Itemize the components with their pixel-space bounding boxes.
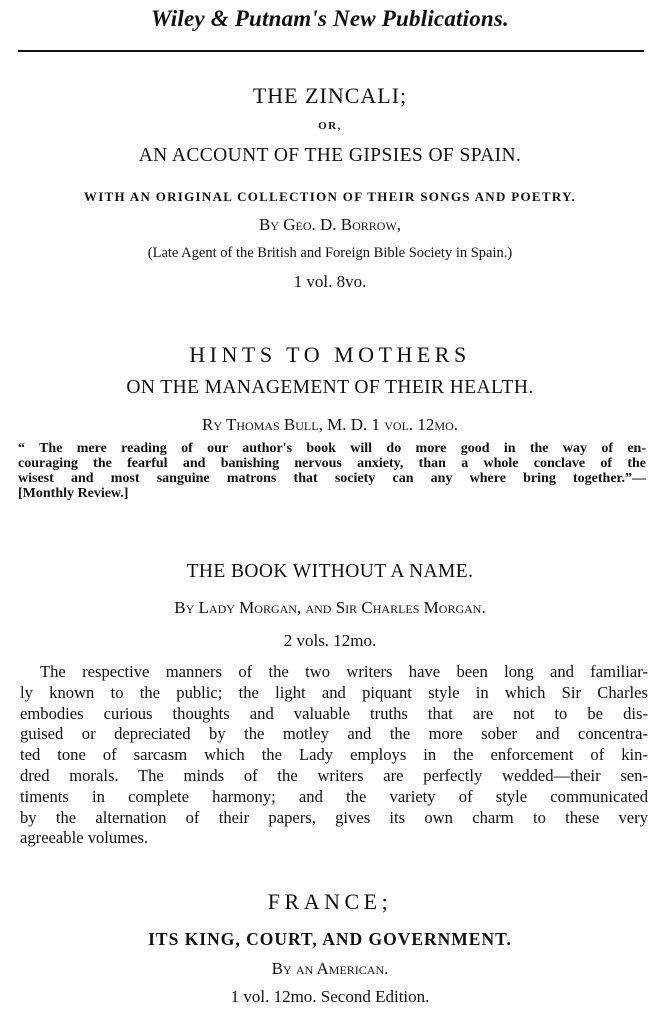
blurb-line: ted tone of sarcasm which the Lady employs in the enforcement of kin-: [20, 745, 648, 765]
blurb-line: timents in complete harmony; and the variety of style communicated: [20, 786, 648, 806]
blurb-line: guised or depreciated by the motley and the more sober and concentra-: [20, 724, 648, 744]
running-head: Wiley & Putnam's New Publications.: [151, 6, 509, 31]
book1-affiliation: (Late Agent of the British and Foreign Bible Society in Spain.): [147, 245, 513, 261]
book2-byline: Ry Thomas Bull, M. D. 1 vol. 12mo.: [202, 415, 458, 434]
review-line: couraging the fearful and banishing nervous anxiety, than a whole conclave of the: [18, 456, 646, 471]
book4-byline: By an American.: [271, 959, 389, 978]
book3-format: 2 vols. 12mo.: [283, 631, 377, 650]
review-line: [Monthly Review.]: [18, 486, 129, 501]
book1-collection: WITH AN ORIGINAL COLLECTION OF THEIR SONGS AND POETRY.: [83, 189, 577, 204]
review-line: “ The mere reading of our author's book will do more good in the way of en-: [18, 441, 646, 456]
book2-review-quote: [18, 441, 646, 501]
book1-or: OR,: [318, 120, 342, 132]
book2-title: HINTS TO MOTHERS: [189, 342, 471, 367]
header-rule: [18, 50, 644, 52]
book4-format: 1 vol. 12mo. Second Edition.: [230, 987, 430, 1006]
book3-description: [20, 662, 648, 849]
book4-subtitle: ITS KING, COURT, AND GOVERNMENT.: [148, 929, 512, 949]
blurb-line: dred morals. The minds of the writers are perfectly wedded—their sen-: [20, 765, 648, 785]
blurb-line: embodies curious thoughts and valuable truths that are not to be dis-: [20, 703, 648, 723]
book1-subtitle: AN ACCOUNT OF THE GIPSIES OF SPAIN.: [138, 145, 522, 166]
blurb-line: The respective manners of the two writers have been long and familiar-: [40, 662, 648, 681]
book1-title: THE ZINCALI;: [252, 83, 408, 108]
blurb-line: ly known to the public; the light and piquant style in which Sir Charles: [20, 682, 648, 702]
book2-subtitle: ON THE MANAGEMENT OF THEIR HEALTH.: [126, 377, 534, 398]
book3-title: THE BOOK WITHOUT A NAME.: [186, 561, 474, 582]
blurb-line: by the alternation of their papers, gives its own charm to these very: [20, 807, 648, 827]
book1-format: 1 vol. 8vo.: [293, 272, 367, 291]
book4-title: FRANCE;: [267, 889, 393, 914]
book3-byline: By Lady Morgan, and Sir Charles Morgan.: [174, 598, 486, 617]
book1-byline: By Geo. D. Borrow,: [258, 215, 402, 234]
blurb-line: agreeable volumes.: [20, 828, 149, 848]
review-line: wisest and most sanguine matrons that society can any where bring together.”—: [18, 471, 646, 486]
